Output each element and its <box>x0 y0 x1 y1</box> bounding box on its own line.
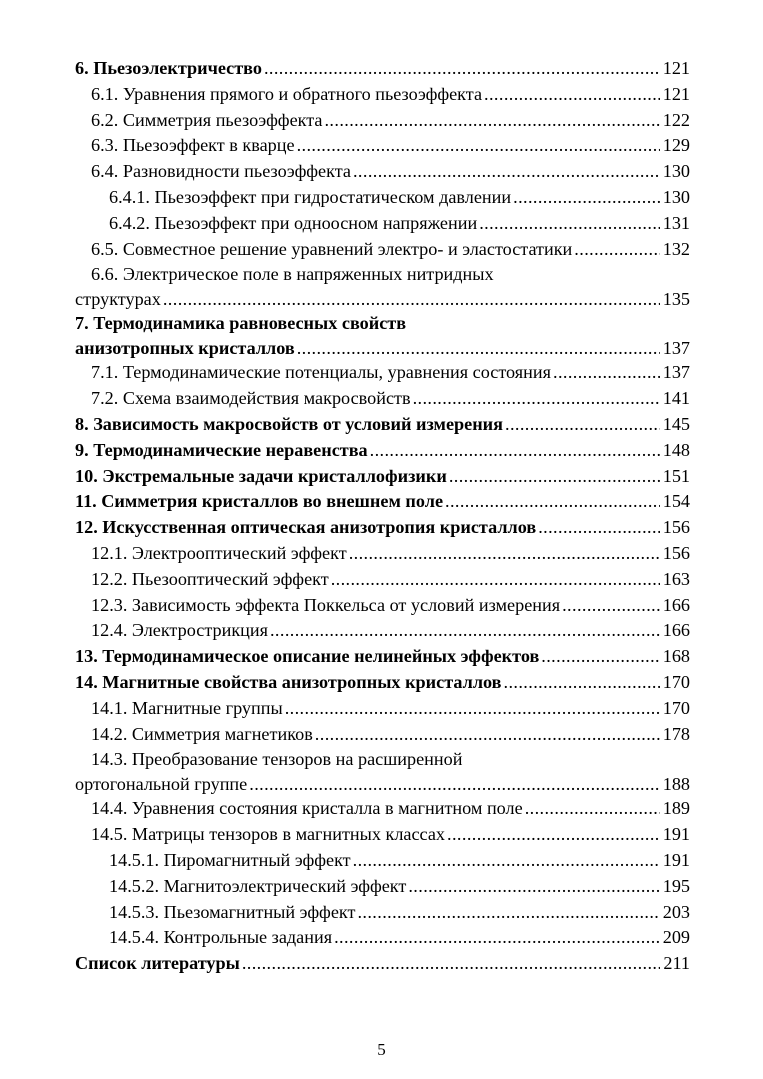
toc-entry-title: 12.2. Пьезооптический эффект <box>91 568 329 589</box>
toc-entry[interactable] <box>75 108 690 134</box>
toc-entry-title: 7.2. Схема взаимодействия макросвойств <box>91 388 411 409</box>
dot-leader <box>370 438 660 464</box>
toc-entry-page: 129 <box>662 135 690 156</box>
dot-leader <box>445 489 660 515</box>
toc-entry-page: 121 <box>662 58 690 78</box>
dot-leader <box>163 287 660 312</box>
toc-entry[interactable] <box>75 722 690 748</box>
toc-entry-page: 156 <box>662 517 690 538</box>
dot-leader <box>413 386 660 412</box>
toc-entry-title: 11. Симметрия кристаллов во внешнем поле <box>75 491 444 512</box>
dot-leader <box>449 464 660 490</box>
toc-entry-title: 6. Пьезоэлектричество <box>75 58 262 78</box>
toc-entry-page: 178 <box>662 723 690 744</box>
toc-entry-title: 12. Искусственная оптическая анизотропия кристаллов <box>75 517 537 538</box>
toc-entry[interactable] <box>75 185 690 211</box>
toc-entry-title: 14.5. Матрицы тензоров в магнитных классах <box>91 824 446 845</box>
toc-entry-page: 137 <box>662 362 690 383</box>
toc-entry-page: 166 <box>662 594 690 615</box>
dot-leader <box>334 925 660 951</box>
toc-entry[interactable] <box>75 211 690 237</box>
toc-entry-page: 130 <box>662 161 690 182</box>
toc-entry-page: 203 <box>662 901 690 922</box>
toc-entry[interactable] <box>75 796 690 822</box>
toc-entry-page: 137 <box>662 337 690 358</box>
toc-entry[interactable] <box>75 133 690 159</box>
toc-entry[interactable] <box>75 567 690 593</box>
toc-entry-page: 141 <box>662 388 690 409</box>
toc-entry[interactable] <box>75 696 690 722</box>
toc-entry[interactable] <box>75 82 690 108</box>
toc-entry[interactable] <box>75 438 690 464</box>
toc-entry-title: 8. Зависимость макросвойств от условий измерения <box>75 413 503 434</box>
toc-entry-page: 209 <box>662 927 690 948</box>
toc-entry[interactable] <box>75 56 690 82</box>
toc-entry-page: 154 <box>662 491 690 512</box>
dot-leader <box>479 211 660 237</box>
toc-entry-title-line1: 6.6. Электрическое поле в напряженных нитридных <box>91 264 494 285</box>
toc-entry[interactable] <box>75 644 690 670</box>
toc-entry-page: 121 <box>662 83 690 104</box>
dot-leader <box>249 772 659 797</box>
table-of-contents <box>75 56 690 977</box>
toc-entry-title: 12.1. Электрооптический эффект <box>91 542 347 563</box>
dot-leader <box>525 796 660 822</box>
dot-leader <box>357 900 659 926</box>
toc-entry-page: 135 <box>662 288 690 309</box>
toc-entry-page: 211 <box>663 953 690 974</box>
toc-entry[interactable] <box>75 541 690 567</box>
toc-entry-page: 170 <box>662 671 690 692</box>
toc-entry-title-line1: 7. Термодинамика равновесных свойств <box>75 313 407 334</box>
toc-entry-page: 131 <box>662 212 690 233</box>
toc-entry-title: 14.2. Симметрия магнетиков <box>91 723 313 744</box>
toc-entry[interactable] <box>75 515 690 541</box>
toc-entry[interactable] <box>75 360 690 386</box>
toc-entry[interactable] <box>75 951 690 977</box>
dot-leader <box>349 541 660 567</box>
dot-leader <box>353 159 660 185</box>
dot-leader <box>331 567 660 593</box>
dot-leader <box>324 108 659 134</box>
dot-leader <box>270 618 660 644</box>
toc-entry-page: 148 <box>662 439 690 460</box>
toc-entry-page: 163 <box>662 568 690 589</box>
toc-entry[interactable] <box>75 489 690 515</box>
toc-entry-page: 166 <box>662 620 690 641</box>
dot-leader <box>553 360 660 386</box>
page-number: 5 <box>377 1040 386 1059</box>
dot-leader <box>541 644 659 670</box>
dot-leader <box>484 82 660 108</box>
dot-leader <box>447 822 660 848</box>
toc-entry[interactable] <box>75 670 690 696</box>
dot-leader <box>297 133 660 159</box>
toc-entry-page: 168 <box>662 646 690 667</box>
dot-leader <box>315 722 660 748</box>
dot-leader <box>242 951 661 977</box>
toc-entry-page: 156 <box>662 542 690 563</box>
toc-entry-title: 14.5.1. Пиромагнитный эффект <box>109 849 351 870</box>
toc-entry-title: 6.3. Пьезоэффект в кварце <box>91 135 295 156</box>
toc-entry-page: 145 <box>662 413 690 434</box>
toc-entry-title: структурах <box>75 288 161 309</box>
toc-entry[interactable] <box>75 311 690 360</box>
toc-entry-title-line1: 14.3. Преобразование тензоров на расширенной <box>91 749 463 770</box>
toc-entry-page: 191 <box>662 824 690 845</box>
dot-leader <box>504 670 660 696</box>
toc-entry[interactable] <box>75 386 690 412</box>
dot-leader <box>574 237 659 263</box>
toc-entry-title: 10. Экстремальные задачи кристаллофизики <box>75 465 447 486</box>
toc-entry-page: 130 <box>662 186 690 207</box>
dot-leader <box>297 336 660 361</box>
toc-entry-title: 14. Магнитные свойства анизотропных кристаллов <box>75 671 502 692</box>
toc-entry-title: 9. Термодинамические неравенства <box>75 439 368 460</box>
toc-entry-title: 14.5.4. Контрольные задания <box>109 927 333 948</box>
dot-leader <box>505 412 660 438</box>
toc-entry-page: 188 <box>662 773 690 794</box>
toc-entry-title: 12.3. Зависимость эффекта Поккельса от условий измерения <box>91 594 561 615</box>
toc-entry-page: 191 <box>662 849 690 870</box>
toc-entry-title: 14.1. Магнитные группы <box>91 697 283 718</box>
dot-leader <box>264 56 660 82</box>
toc-entry-title: 6.4.2. Пьезоэффект при одноосном напряжении <box>109 212 478 233</box>
toc-entry-page: 122 <box>662 109 690 130</box>
toc-entry-title: 6.4.1. Пьезоэффект при гидростатическом давлении <box>109 186 512 207</box>
toc-entry-page: 170 <box>662 697 690 718</box>
toc-entry-title: 14.4. Уравнения состояния кристалла в магнитном поле <box>91 798 523 819</box>
toc-entry-title: 6.4. Разновидности пьезоэффекта <box>91 161 351 182</box>
toc-entry-title: 6.5. Совместное решение уравнений электро- и эластостатики <box>91 238 573 259</box>
toc-entry[interactable] <box>75 412 690 438</box>
toc-entry[interactable] <box>75 848 690 874</box>
toc-entry[interactable] <box>75 874 690 900</box>
toc-entry[interactable] <box>75 237 690 263</box>
toc-entry-title: 6.1. Уравнения прямого и обратного пьезоэффекта <box>91 83 483 104</box>
toc-entry[interactable] <box>75 747 690 796</box>
toc-entry[interactable] <box>75 822 690 848</box>
dot-leader <box>408 874 659 900</box>
toc-entry[interactable] <box>75 262 690 311</box>
toc-entry-title: 12.4. Электрострикция <box>91 620 268 641</box>
dot-leader <box>562 593 660 619</box>
toc-entry[interactable] <box>75 464 690 490</box>
toc-entry[interactable] <box>75 618 690 644</box>
toc-entry-title: анизотропных кристаллов <box>75 337 295 358</box>
toc-entry-page: 189 <box>662 798 690 819</box>
toc-entry-title: 6.2. Симметрия пьезоэффекта <box>91 109 323 130</box>
toc-entry-title: ортогональной группе <box>75 773 248 794</box>
dot-leader <box>285 696 660 722</box>
toc-entry[interactable] <box>75 593 690 619</box>
toc-entry-title: 14.5.2. Магнитоэлектрический эффект <box>109 875 407 896</box>
toc-entry[interactable] <box>75 925 690 951</box>
toc-entry-title: 7.1. Термодинамические потенциалы, уравнения состояния <box>91 362 551 383</box>
toc-entry[interactable] <box>75 900 690 926</box>
dot-leader <box>353 848 660 874</box>
toc-entry-title: 13. Термодинамическое описание нелинейных эффектов <box>75 646 540 667</box>
toc-entry-page: 132 <box>662 238 690 259</box>
dot-leader <box>538 515 660 541</box>
dot-leader <box>513 185 660 211</box>
toc-entry-page: 195 <box>662 875 690 896</box>
toc-entry-title: 14.5.3. Пьезомагнитный эффект <box>109 901 356 922</box>
toc-entry[interactable] <box>75 159 690 185</box>
toc-entry-title: Список литературы <box>75 953 240 974</box>
toc-entry-page: 151 <box>662 465 690 486</box>
